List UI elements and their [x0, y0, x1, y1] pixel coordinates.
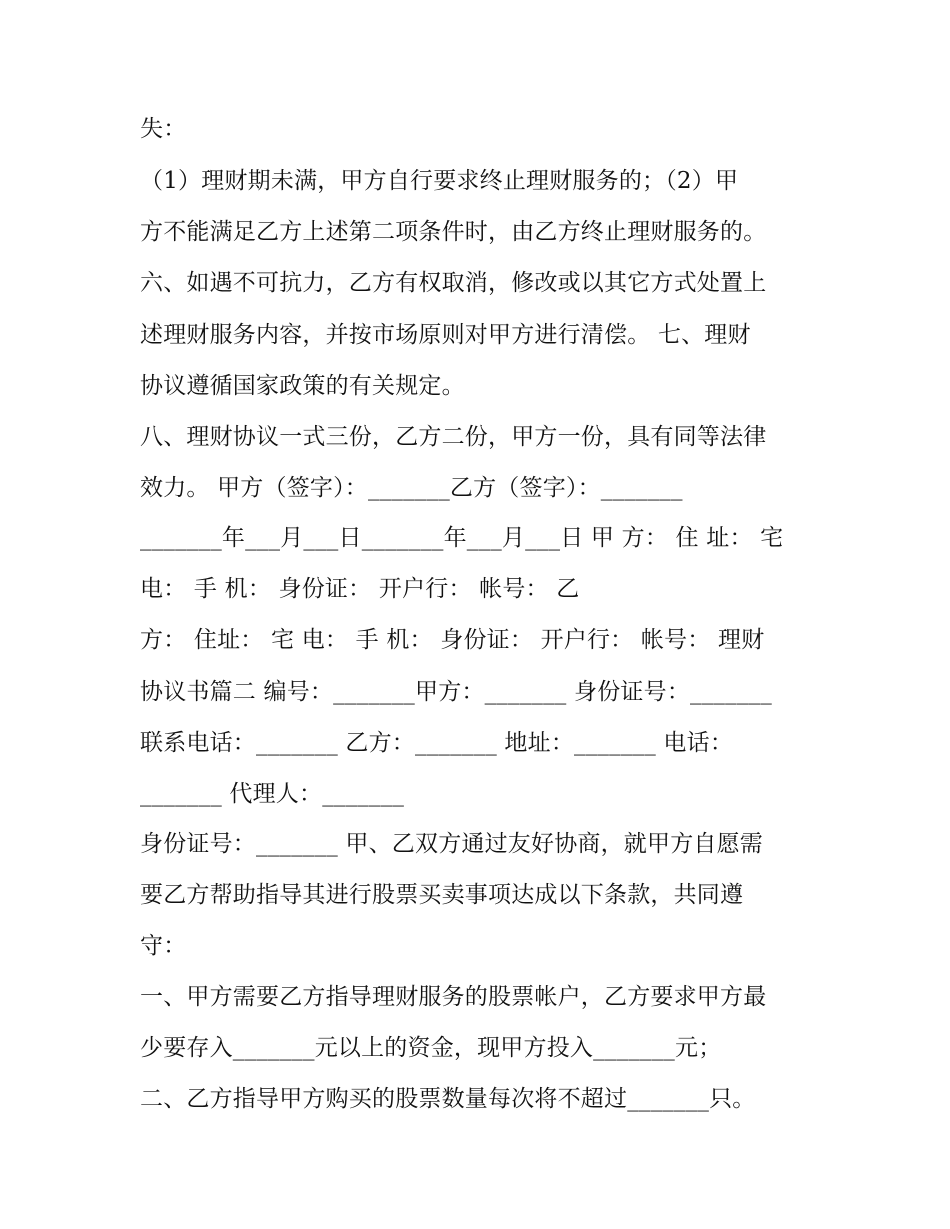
text-line: 协议遵循国家政策的有关规定。	[140, 373, 465, 399]
text-line: 守：	[140, 933, 187, 959]
text-line: 联系电话：_______ 乙方：_______ 地址：_______ 电话：	[140, 730, 734, 756]
text-line: 方： 住址： 宅 电： 手 机： 身份证： 开户行： 帐号： 理财	[140, 627, 765, 653]
text-line: 电： 手 机： 身份证： 开户行： 帐号： 乙	[140, 576, 580, 602]
text-line: 要乙方帮助指导其进行股票买卖事项达成以下条款，共同遵	[140, 882, 744, 908]
text-line: 效力。 甲方（签字）：_______乙方（签字）：_______	[140, 475, 683, 501]
text-line: 一、甲方需要乙方指导理财服务的股票帐户，乙方要求甲方最	[140, 984, 767, 1010]
text-line: 六、如遇不可抗力，乙方有权取消，修改或以其它方式处置上	[140, 270, 767, 296]
text-line: 协议书篇二 编号：_______甲方：_______ 身份证号：_______	[140, 679, 772, 705]
text-line: 方不能满足乙方上述第二项条件时，由乙方终止理财服务的。	[140, 219, 767, 245]
text-line: 八、理财协议一式三份，乙方二份，甲方一份，具有同等法律	[140, 424, 767, 450]
text-line: 身份证号：_______ 甲、乙双方通过友好协商，就甲方自愿需	[140, 831, 764, 857]
text-line: 二、乙方指导甲方购买的股票数量每次将不超过_______只。	[140, 1086, 756, 1112]
text-line: 失：	[140, 116, 187, 142]
text-line: 述理财服务内容，并按市场原则对甲方进行清偿。 七、理财	[140, 322, 751, 348]
text-line: _______年___月___日_______年___月___日 甲 方： 住 址： 宅	[140, 525, 784, 551]
text-line: _______ 代理人：_______	[140, 781, 405, 807]
text-line: 少要存入_______元以上的资金，现甲方投入_______元；	[140, 1035, 722, 1061]
text-line: （1）理财期未满，甲方自行要求终止理财服务的；（2）甲	[140, 168, 739, 194]
